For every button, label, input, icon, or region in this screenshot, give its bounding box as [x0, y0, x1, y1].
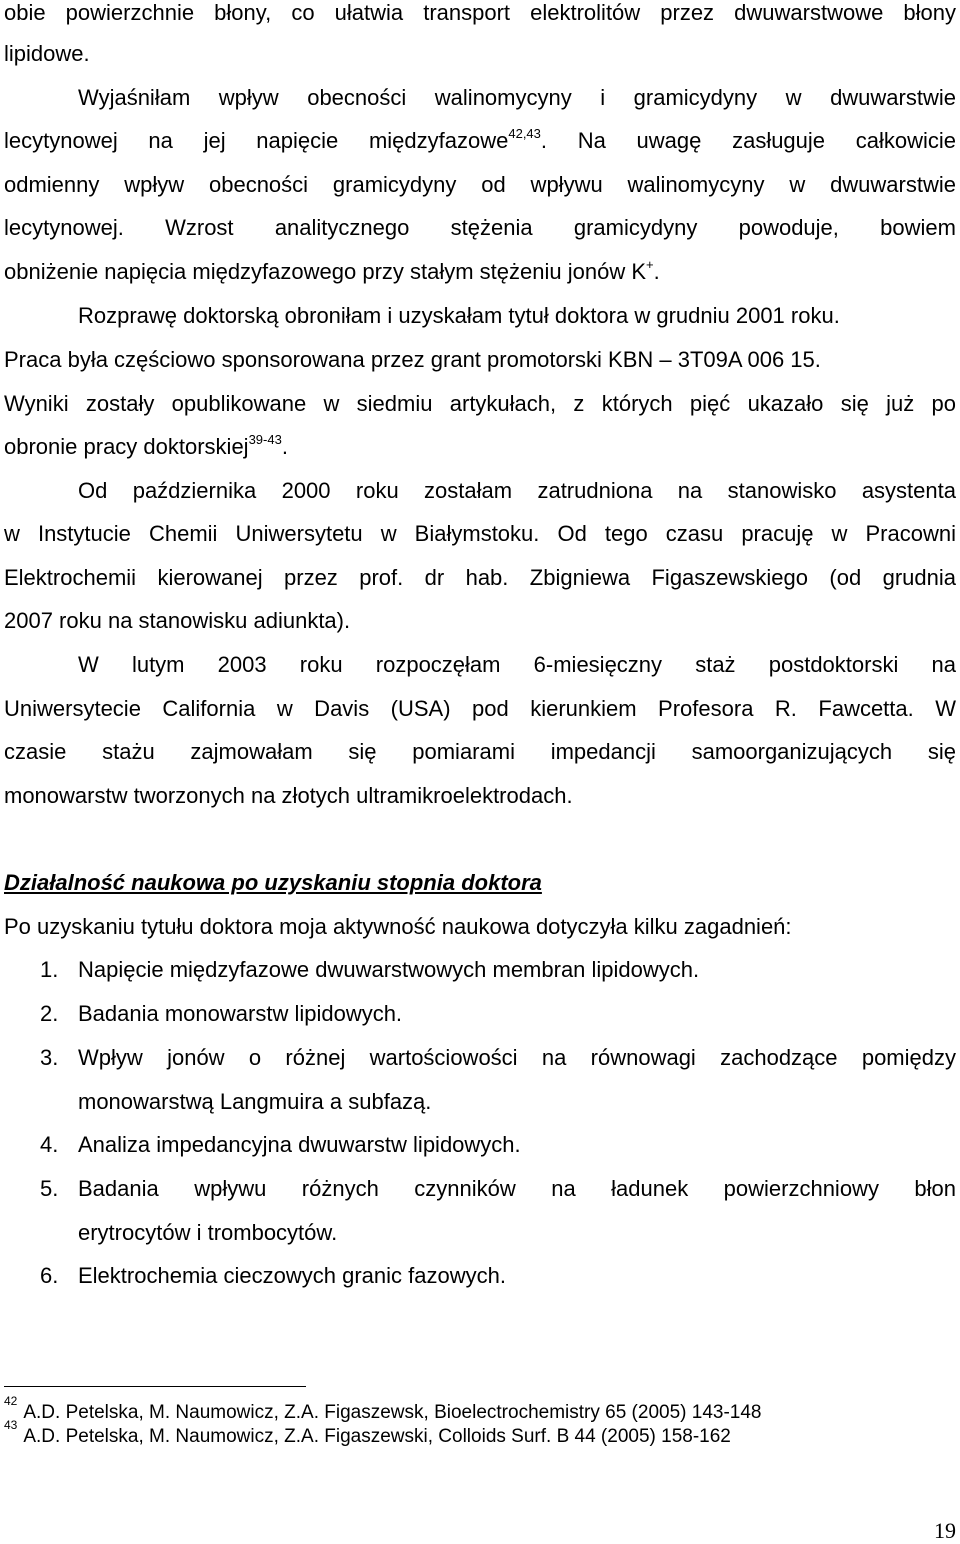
list-item: Analiza impedancyjna dwuwarstw lipidowych.: [78, 1132, 521, 1157]
list-item-number: 4.: [40, 1132, 59, 1157]
text-span: obniżenie napięcia międzyfazowego przy stałym stężeniu jonów K: [4, 259, 647, 284]
text-span: obronie pracy doktorskiej: [4, 434, 249, 459]
citation-superscript: 39-43: [248, 431, 282, 447]
paragraph-line: [4, 125, 956, 154]
list-item: Badania monowarstw lipidowych.: [78, 1001, 403, 1026]
paragraph-line: Elektrochemii kierowanej przez prof. dr hab. Zbigniewa Figaszewskiego (od grudnia: [4, 565, 956, 590]
paragraph-line: obie powierzchnie błony, co ułatwia transport elektrolitów przez dwuwarstwowe błony: [4, 0, 956, 25]
text-span: . Na uwagę zasługuje całkowicie: [540, 128, 956, 153]
paragraph-line: Rozprawę doktorską obroniłam i uzyskałam tytuł doktora w grudniu 2001 roku.: [78, 303, 840, 328]
footnote: [4, 1393, 762, 1424]
ion-superscript: +: [646, 256, 654, 272]
paragraph-line: [4, 431, 956, 460]
paragraph-line: czasie stażu zajmowałam się pomiarami impedancji samoorganizujących się: [4, 739, 956, 764]
list-item-number: 5.: [40, 1176, 59, 1201]
text-span: .: [281, 434, 288, 459]
text-span: .: [653, 259, 660, 284]
footnote-number: 43: [4, 1417, 18, 1432]
list-item-number: 2.: [40, 1001, 59, 1026]
list-item: Wpływ jonów o różnej wartościowości na równowagi zachodzące pomiędzy: [78, 1045, 956, 1070]
footnote-number: 42: [4, 1393, 18, 1408]
section-intro: Po uzyskaniu tytułu doktora moja aktywność naukowa dotyczyła kilku zagadnień:: [4, 914, 792, 939]
paragraph-line: odmienny wpływ obecności gramicydyny od wpływu walinomycyny w dwuwarstwie: [4, 172, 956, 197]
list-item-number: 3.: [40, 1045, 59, 1070]
paragraph-line: Wyniki zostały opublikowane w siedmiu artykułach, z których pięć ukazało się już po: [4, 391, 956, 416]
citation-superscript: 42,43: [508, 125, 541, 141]
list-item: Badania wpływu różnych czynników na ładunek powierzchniowy błon: [78, 1176, 956, 1201]
list-item-continuation: erytrocytów i trombocytów.: [78, 1220, 338, 1245]
paragraph-line: Praca była częściowo sponsorowana przez grant promotorski KBN – 3T09A 006 15.: [4, 347, 821, 372]
section-heading: Działalność naukowa po uzyskaniu stopnia doktora: [4, 870, 542, 895]
paragraph-line: Od października 2000 roku zostałam zatrudniona na stanowisko asystenta: [78, 478, 956, 503]
paragraph-line: Wyjaśniłam wpływ obecności walinomycyny i gramicydyny w dwuwarstwie: [78, 85, 956, 110]
footnote: [4, 1417, 731, 1448]
list-item: Elektrochemia cieczowych granic fazowych.: [78, 1263, 506, 1288]
paragraph-line: lecytynowej. Wzrost analitycznego stężenia gramicydyny powoduje, bowiem: [4, 215, 956, 240]
paragraph-line: 2007 roku na stanowisku adiunkta).: [4, 608, 351, 633]
text-span: lecytynowej na jej napięcie międzyfazowe: [4, 128, 509, 153]
list-item-continuation: monowarstwą Langmuira a subfazą.: [78, 1089, 432, 1114]
page-number: 19: [934, 1518, 956, 1543]
footnote-text: A.D. Petelska, M. Naumowicz, Z.A. Figaszewsk, Bioelectrochemistry 65 (2005) 143-148: [23, 1402, 762, 1423]
paragraph-line: [4, 256, 956, 285]
footnote-separator: [4, 1386, 306, 1387]
paragraph-line: lipidowe.: [4, 41, 90, 66]
list-item-number: 1.: [40, 957, 59, 982]
paragraph-line: Uniwersytecie California w Davis (USA) pod kierunkiem Profesora R. Fawcetta. W: [4, 696, 956, 721]
footnote-text: A.D. Petelska, M. Naumowicz, Z.A. Figaszewski, Colloids Surf. B 44 (2005) 158-162: [23, 1426, 731, 1447]
paragraph-line: w Instytucie Chemii Uniwersytetu w Białymstoku. Od tego czasu pracuję w Pracowni: [4, 521, 956, 546]
paragraph-line: monowarstw tworzonych na złotych ultramikroelektrodach.: [4, 783, 573, 808]
list-item-number: 6.: [40, 1263, 59, 1288]
paragraph-line: W lutym 2003 roku rozpoczęłam 6-miesięczny staż postdoktorski na: [78, 652, 956, 677]
list-item: Napięcie międzyfazowe dwuwarstwowych membran lipidowych.: [78, 957, 700, 982]
